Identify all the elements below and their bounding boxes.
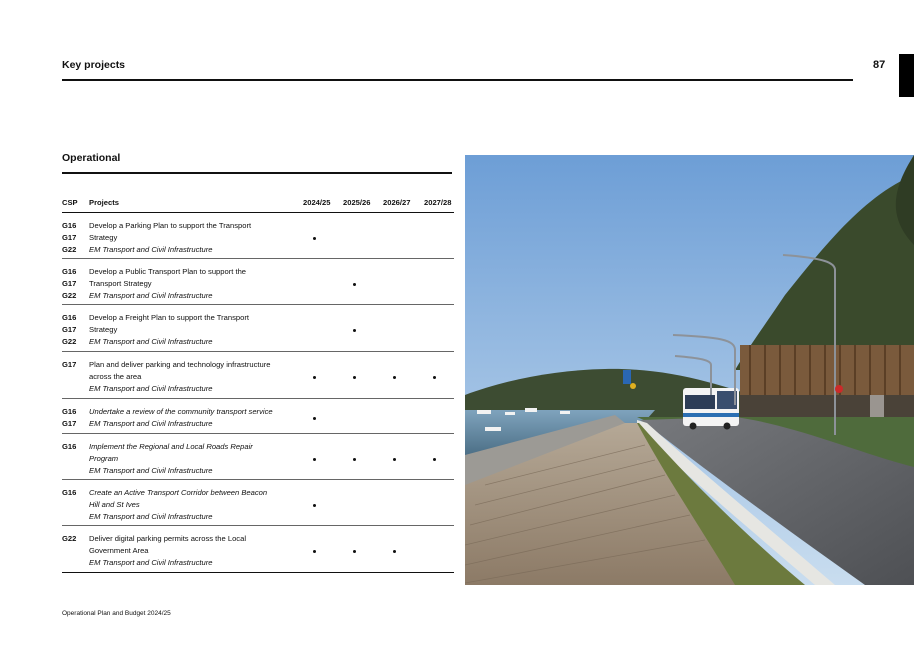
timeline-marker-dot (353, 458, 356, 461)
csp-code: G16 (62, 267, 77, 276)
section-divider (62, 172, 452, 174)
timeline-marker-dot (353, 283, 356, 286)
project-owner: EM Transport and Civil Infrastructure (89, 512, 213, 521)
project-text-line: Hill and St Ives (89, 500, 140, 509)
csp-codes (62, 220, 76, 256)
project-text-line: across the area (89, 372, 142, 381)
page-number: 87 (873, 59, 886, 71)
timeline-marker-dot (313, 376, 316, 379)
csp-code: G17 (62, 279, 77, 288)
column-header-2024-25: 2024/25 (303, 198, 331, 207)
csp-codes (62, 441, 76, 453)
project-text-line: Strategy (89, 325, 118, 334)
table-row (62, 259, 454, 305)
column-header-2025-26: 2025/26 (343, 198, 371, 207)
table-row (62, 399, 454, 434)
timeline-marker-dot (353, 329, 356, 332)
timeline-marker-dot (393, 458, 396, 461)
project-owner: EM Transport and Civil Infrastructure (89, 245, 213, 254)
timeline-marker-dot (353, 376, 356, 379)
timeline-marker-dot (313, 550, 316, 553)
table-row (62, 352, 454, 399)
column-header-2026-27: 2026/27 (383, 198, 411, 207)
csp-codes (62, 406, 76, 430)
csp-code: G17 (62, 360, 77, 369)
timeline-marker-dot (433, 458, 436, 461)
project-owner: EM Transport and Civil Infrastructure (89, 466, 213, 475)
csp-codes (62, 487, 76, 499)
project-owner: EM Transport and Civil Infrastructure (89, 419, 213, 428)
project-text-line: Strategy (89, 233, 118, 242)
project-description (89, 487, 289, 523)
bus-road-photo (465, 155, 914, 585)
projects-table (62, 196, 454, 573)
project-text-line: Develop a Public Transport Plan to support the (89, 267, 247, 276)
table-row (62, 480, 454, 526)
project-text-line: Implement the Regional and Local Roads Repair (89, 442, 253, 451)
timeline-marker-dot (433, 376, 436, 379)
project-text-line: Plan and deliver parking and technology infrastructure (89, 360, 271, 369)
project-text-line: Develop a Parking Plan to support the Transport (89, 221, 252, 230)
csp-code: G17 (62, 419, 77, 428)
table-row (62, 434, 454, 480)
project-description (89, 441, 289, 477)
footer-text: Operational Plan and Budget 2024/25 (62, 610, 171, 617)
project-description (89, 312, 289, 348)
csp-code: G16 (62, 407, 77, 416)
project-text-line: Deliver digital parking permits across the Local (89, 534, 247, 543)
csp-code: G17 (62, 233, 77, 242)
timeline-marker-dot (313, 458, 316, 461)
page-tab-marker (899, 54, 914, 97)
csp-code: G16 (62, 313, 77, 322)
project-owner: EM Transport and Civil Infrastructure (89, 558, 213, 567)
column-header-csp: CSP (62, 198, 78, 207)
table-row (62, 305, 454, 352)
project-description (89, 220, 289, 256)
timeline-marker-dot (313, 504, 316, 507)
project-text-line: Create an Active Transport Corridor between Beacon (89, 488, 268, 497)
project-text-line: Program (89, 454, 119, 463)
project-text-line: Government Area (89, 546, 149, 555)
csp-code: G22 (62, 245, 77, 254)
photo-illustration (465, 155, 914, 585)
project-owner: EM Transport and Civil Infrastructure (89, 291, 213, 300)
section-title: Operational (62, 152, 121, 164)
project-text-line: Develop a Freight Plan to support the Transport (89, 313, 249, 322)
header-divider (62, 79, 853, 81)
csp-code: G17 (62, 325, 77, 334)
parking-sign-icon (623, 370, 631, 384)
no-entry-sign-icon (835, 385, 843, 393)
timeline-marker-dot (313, 417, 316, 420)
csp-code: G22 (62, 534, 77, 543)
column-header-projects: Projects (89, 198, 119, 207)
wooden-slat-facade (740, 345, 914, 395)
header-title: Key projects (62, 59, 126, 71)
csp-code: G16 (62, 442, 77, 451)
table-body (62, 213, 454, 573)
csp-codes (62, 359, 76, 371)
csp-codes (62, 266, 76, 302)
csp-codes (62, 312, 76, 348)
csp-codes (62, 533, 76, 545)
csp-code: G22 (62, 337, 77, 346)
csp-code: G16 (62, 221, 77, 230)
timeline-marker-dot (393, 376, 396, 379)
timeline-marker-dot (353, 550, 356, 553)
project-owner: EM Transport and Civil Infrastructure (89, 337, 213, 346)
column-header-2027-28: 2027/28 (424, 198, 452, 207)
project-text-line: Transport Strategy (89, 279, 152, 288)
timeline-marker-dot (393, 550, 396, 553)
table-row (62, 213, 454, 259)
table-header (62, 196, 454, 213)
csp-code: G16 (62, 488, 77, 497)
timeline-marker-dot (313, 237, 316, 240)
project-description (89, 266, 289, 302)
project-description (89, 406, 289, 430)
table-row (62, 526, 454, 573)
project-description (89, 359, 289, 395)
csp-code: G22 (62, 291, 77, 300)
project-description (89, 533, 289, 569)
project-text-line: Undertake a review of the community transport service (89, 407, 273, 416)
project-owner: EM Transport and Civil Infrastructure (89, 384, 213, 393)
